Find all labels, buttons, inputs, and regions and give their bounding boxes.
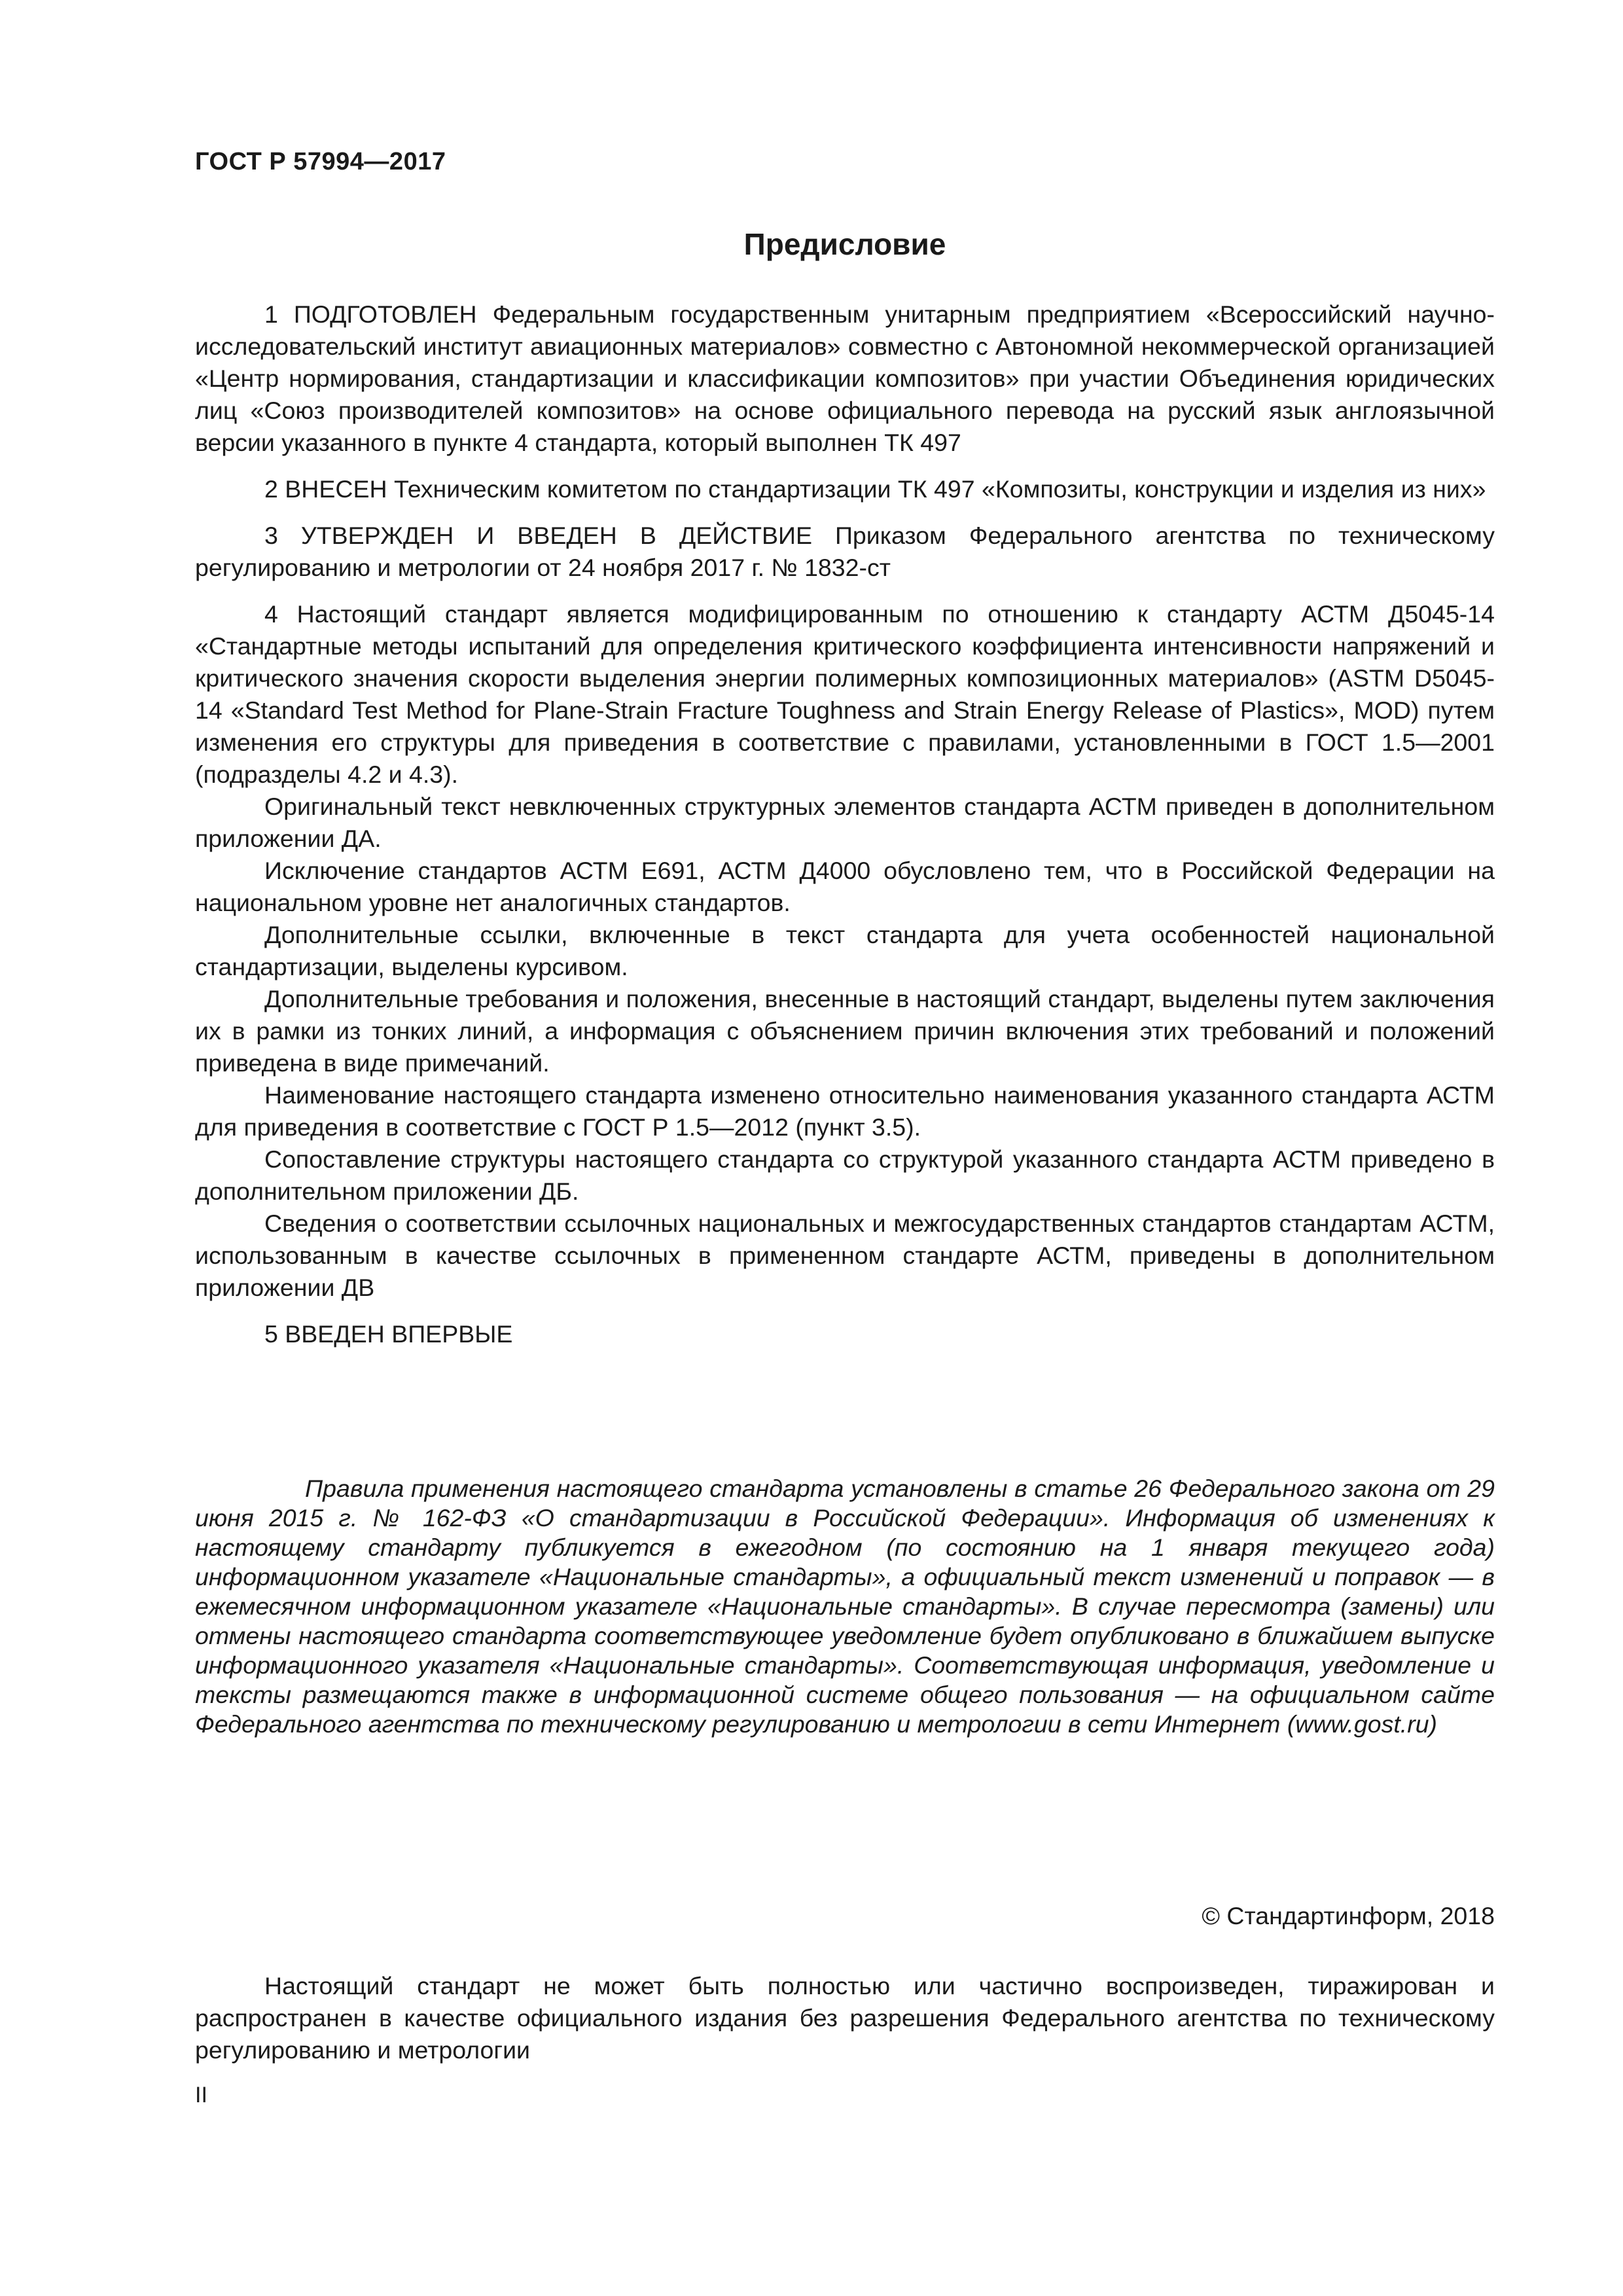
paragraph-additional-reqs: Дополнительные требования и положения, внесенные в настоящий стандарт, выделены путем заключения их в рамки из тонких линий, а информация с объяснением причин включения этих требований и положений приведена в виде примечаний. [195,985,1495,1077]
reproduction-notice: Настоящий стандарт не может быть полностью или частично воспроизведен, тиражирован и распространен в качестве официального издания без разрешения Федерального агентства по техническому регулированию и метрологии [195,1972,1495,2064]
paragraph-first-introduced: 5 ВВЕДЕН ВПЕРВЫЕ [264,1320,513,1348]
paragraph-submitted-by: 2 ВНЕСЕН Техническим комитетом по стандартизации ТК 497 «Композиты, конструкции и изделия из них» [264,475,1486,503]
document-code: ГОСТ Р 57994—2017 [195,148,446,175]
paragraph-prepared-by: 1 ПОДГОТОВЛЕН Федеральным государственным унитарным предприятием «Всероссийский научно-исследовательский институт авиационных материалов» совместно с Автономной некоммерческой организацией «Центр нормирования, стандартизации и классификации композитов» при участии Объединения юридических лиц «Союз производителей композитов» на основе официального перевода на русский язык англоязычной версии указанного в пункте 4 стандарта, который выполнен ТК 497 [195,300,1495,456]
paragraph-modified-standard: 4 Настоящий стандарт является модифицированным по отношению к стандарту АСТМ Д5045-14 «Стандартные методы испытаний для определения критического коэффициента интенсивности напряжений и критического значения скорости выделения энергии полимерных композиционных материалов» (ASTM D5045-14 «Standard Test Method for Plane-Strain Fracture Toughness and Strain Energy Release of Plastics», MOD) путем изменения его структуры для приведения в соответствие с правилами, установленными в ГОСТ 1.5—2001 (подразделы 4.2 и 4.3). [195,600,1495,788]
page-title: Предисловие [743,227,946,261]
foreword-body [195,298,1495,1350]
paragraph-additional-refs: Дополнительные ссылки, включенные в текст стандарта для учета особенностей национальной стандартизации, выделены курсивом. [195,921,1495,980]
paragraph-structure-comparison: Сопоставление структуры настоящего стандарта со структурой указанного стандарта АСТМ приведено в дополнительном приложении ДБ. [195,1145,1495,1205]
paragraph-exclusion: Исключение стандартов АСТМ Е691, АСТМ Д4000 обусловлено тем, что в Российской Федерации на национальном уровне нет аналогичных стандартов. [195,857,1495,916]
copyright-line: © Стандартинформ, 2018 [1202,1902,1495,1929]
paragraph-title-change: Наименование настоящего стандарта изменено относительно наименования указанного стандарта АСТМ для приведения в соответствие с ГОСТ Р 1.5—2012 (пункт 3.5). [195,1081,1495,1141]
paragraph-approved: 3 УТВЕРЖДЕН И ВВЕДЕН В ДЕЙСТВИЕ Приказом Федерального агентства по техническому регулированию и метрологии от 24 ноября 2017 г. № 1832-ст [195,522,1495,581]
paragraph-original-text: Оригинальный текст невключенных структурных элементов стандарта АСТМ приведен в дополнительном приложении ДА. [195,793,1495,852]
paragraph-reference-correspondence: Сведения о соответствии ссылочных национальных и межгосударственных стандартов стандартам АСТМ, использованным в качестве ссылочных в примененном стандарте АСТМ, приведены в дополнительном приложении ДВ [195,1210,1495,1301]
page-number: II [195,2083,207,2108]
rules-notice: Правила применения настоящего стандарта установлены в статье 26 Федерального закона от 29 июня 2015 г. № 162-ФЗ «О стандартизации в Российской Федерации». Информация об изменениях к настоящему стандарту публикуется в ежегодном (по состоянию на 1 января текущего года) информационном указателе «Национальные стандарты», а официальный текст изменений и поправок — в ежемесячном информационном указателе «Национальные стандарты». В случае пересмотра (замены) или отмены настоящего стандарта соответствующее уведомление будет опубликовано в ближайшем выпуске информационного указателя «Национальные стандарты». Соответствующая информация, уведомление и тексты размещаются также в информационной системе общего пользования — на официальном сайте Федерального агентства по техническому регулированию и метрологии в сети Интернет (www.gost.ru) [195,1475,1495,1738]
